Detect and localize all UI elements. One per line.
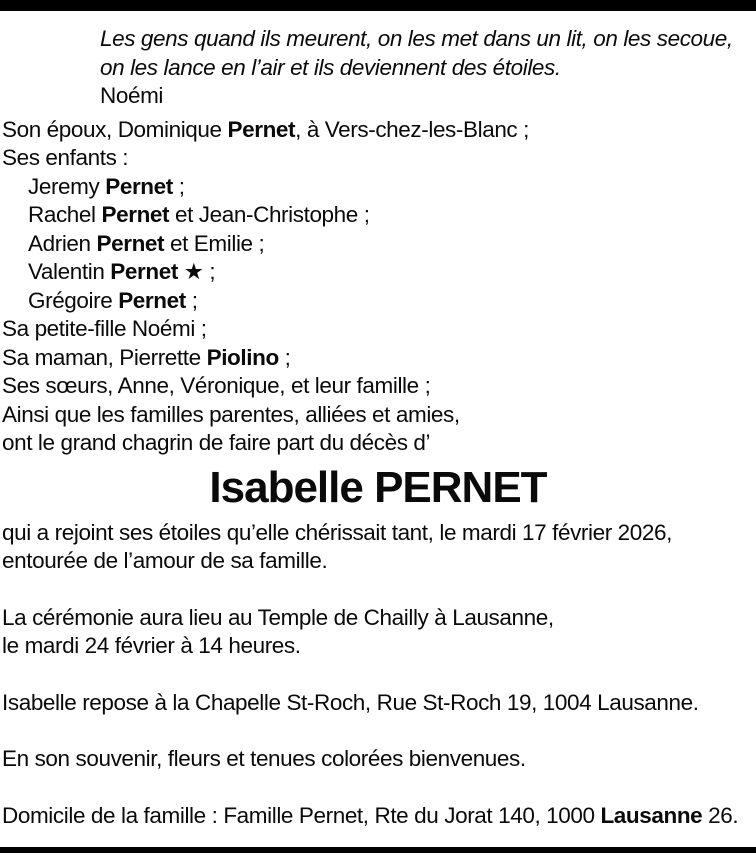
tribute-paragraph xyxy=(2,745,754,774)
family-home-paragraph xyxy=(2,802,754,831)
text-segment: Rachel xyxy=(28,202,102,227)
paragraph-line xyxy=(2,604,754,633)
surname-bold: Pernet xyxy=(96,230,165,256)
text-segment: Ses enfants : xyxy=(2,145,129,170)
family-line xyxy=(2,173,754,202)
surname-bold: Pernet xyxy=(118,287,186,313)
quote-line xyxy=(100,25,754,54)
deceased-name-title: Isabelle PERNET xyxy=(209,462,547,512)
paragraph-line xyxy=(2,745,754,774)
text-segment: Sa maman, Pierrette xyxy=(2,344,207,370)
top-border-bar xyxy=(0,0,756,11)
text-segment: entourée de l’amour de sa famille. xyxy=(2,548,328,573)
text-segment: Son époux, Dominique xyxy=(2,116,228,142)
epigraph-quote xyxy=(100,25,754,82)
surname-bold: Piolino xyxy=(206,344,279,370)
paragraph-line xyxy=(2,519,754,548)
text-segment: 26. xyxy=(702,802,739,828)
family-line xyxy=(2,116,754,145)
family-line xyxy=(2,230,754,259)
surname-bold: Pernet xyxy=(110,259,178,284)
text-segment: ont le grand chagrin de faire part du décès d’ xyxy=(2,430,431,455)
text-segment: Grégoire xyxy=(28,287,119,313)
repose-paragraph xyxy=(2,689,754,718)
text-segment: Jeremy xyxy=(28,173,106,199)
text-segment: Les gens quand ils meurent, on les met dans un lit, on les secoue, xyxy=(100,26,733,51)
death-details-paragraph xyxy=(2,519,754,576)
bottom-border-bar xyxy=(0,847,756,853)
paragraph-line xyxy=(2,547,754,576)
family-line xyxy=(2,315,754,344)
family-line xyxy=(2,372,754,401)
text-segment: ; xyxy=(172,173,185,199)
text-segment: ; xyxy=(278,344,291,370)
text-segment: Ainsi que les familles parentes, alliées et amies, xyxy=(2,401,460,427)
quote-attribution: Noémi xyxy=(100,83,164,108)
text-segment: Valentin xyxy=(28,259,111,284)
text-segment: et Emilie ; xyxy=(164,230,265,256)
family-line xyxy=(2,201,754,230)
text-segment: Isabelle repose à la Chapelle St-Roch, Rue St-Roch 19, 1004 Lausanne. xyxy=(2,689,699,715)
family-line xyxy=(2,287,754,316)
text-segment: ; xyxy=(185,287,198,313)
text-segment: En son souvenir, fleurs et tenues colorées bienvenues. xyxy=(2,746,526,771)
family-announcement-list xyxy=(2,116,754,458)
text-segment: , à Vers-chez-les-Blanc ; xyxy=(295,116,529,142)
quote-line xyxy=(100,54,754,83)
paragraph-line xyxy=(2,802,754,831)
ceremony-paragraph xyxy=(2,604,754,661)
text-segment: Adrien xyxy=(28,230,97,256)
paragraph-line xyxy=(2,632,754,661)
text-segment: Domicile de la famille : Famille Pernet, Rte du Jorat 140, 1000 xyxy=(2,802,601,828)
text-segment: le mardi 24 février à 14 heures. xyxy=(2,633,301,658)
star-icon: ★ xyxy=(183,259,204,284)
surname-bold: Pernet xyxy=(101,202,170,227)
family-line xyxy=(2,258,754,287)
surname-bold: Pernet xyxy=(227,116,296,142)
text-segment: qui a rejoint ses étoiles qu’elle chérissait tant, le mardi 17 février 2026, xyxy=(2,519,672,545)
family-line xyxy=(2,401,754,430)
family-line xyxy=(2,344,754,373)
obituary-sheet xyxy=(0,25,756,830)
text-segment: La cérémonie aura lieu au Temple de Chailly à Lausanne, xyxy=(2,604,554,630)
text-segment: on les lance en l’air et ils deviennent des étoiles. xyxy=(100,54,561,80)
text-segment: Sa petite-fille Noémi ; xyxy=(2,316,207,341)
surname-bold: Pernet xyxy=(105,173,173,199)
text-segment: ; xyxy=(203,259,216,284)
family-line xyxy=(2,144,754,173)
text-segment: Ses sœurs, Anne, Véronique, et leur famille ; xyxy=(2,373,431,398)
family-line xyxy=(2,429,754,458)
text-segment: et Jean-Christophe ; xyxy=(169,202,370,227)
surname-bold: Lausanne xyxy=(600,802,703,828)
paragraph-line xyxy=(2,689,754,718)
